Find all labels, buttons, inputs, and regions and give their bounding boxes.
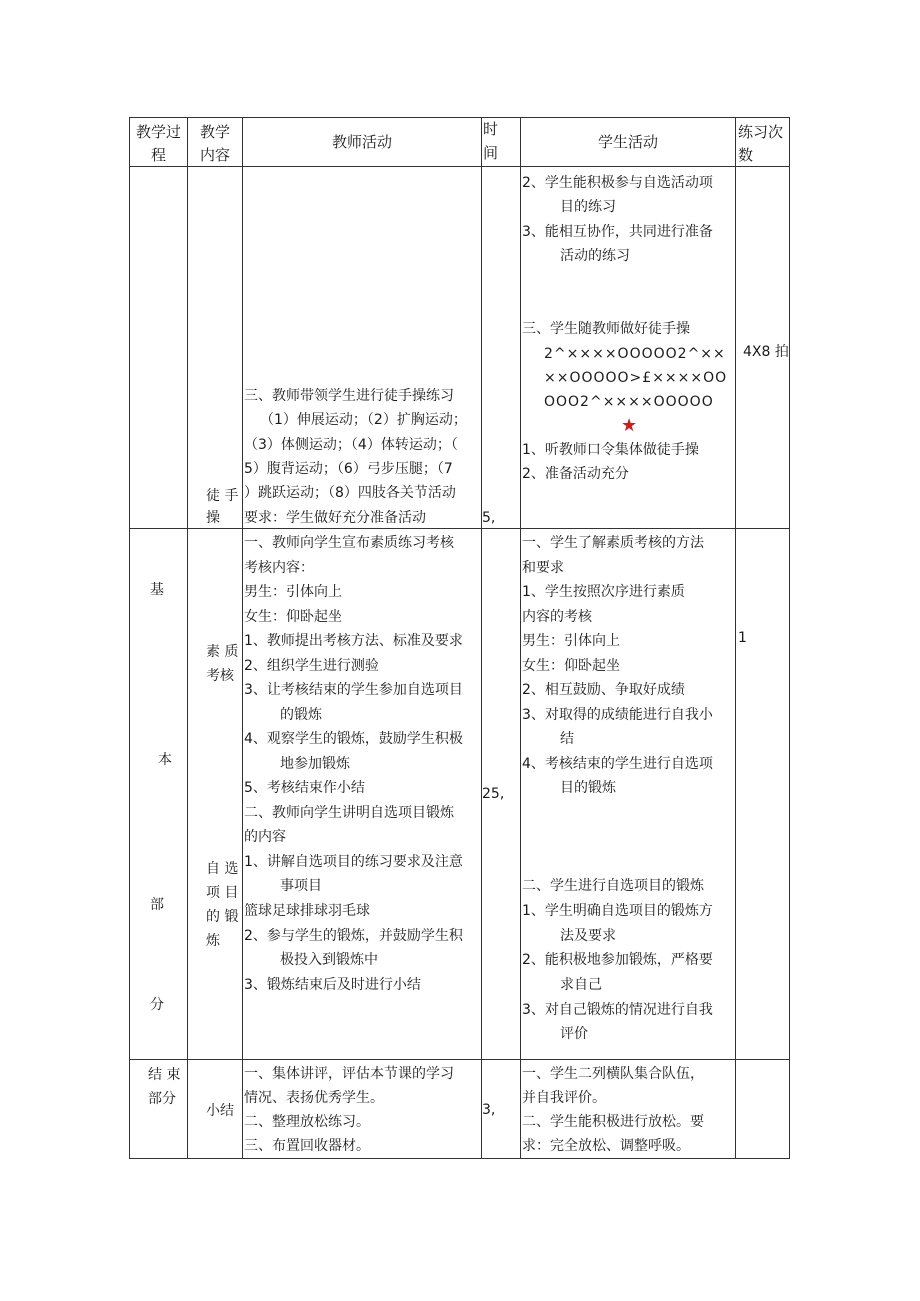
row2-student-line: 求自己	[560, 977, 602, 993]
row3-time: 3,	[482, 1102, 496, 1118]
header-teacher-activity: 教师活动	[331, 133, 392, 151]
row2-teacher-line: 地参加锻炼	[280, 756, 350, 772]
row1-student-line: 1、听教师口令集体做徒手操	[522, 442, 699, 458]
row2-student-line: 男生：引体向上	[522, 633, 620, 649]
row1-content-line1: 徒 手	[206, 488, 239, 504]
row2-teacher-line: 5、考核结束作小结	[244, 780, 365, 796]
row2-teacher-line: 篮球足球排球羽毛球	[244, 903, 370, 919]
row2-teacher-line: 1、教师提出考核方法、标准及要求	[244, 633, 463, 649]
row2-teacher-line: 男生：引体向上	[244, 584, 342, 600]
header-content-line2: 内容	[199, 146, 230, 164]
header-student-activity: 学生活动	[597, 133, 658, 151]
row2-student-line: 目的锻炼	[560, 780, 616, 796]
row1-teacher-line: （1）伸展运动；（2）扩胸运动；	[260, 412, 467, 428]
row2-student-line: 3、对取得的成绩能进行自我小	[522, 707, 713, 723]
row1-teacher-line: 要求：学生做好充分准备活动	[244, 510, 426, 526]
col-border-left	[129, 117, 130, 1159]
header-content-line1: 教学	[199, 123, 230, 141]
row2-teacher-line: 1、讲解自选项目的练习要求及注意	[244, 854, 463, 870]
row2-teacher-line: 3、让考核结束的学生参加自选项目	[244, 682, 463, 698]
row1-teacher-line: 三、教师带领学生进行徒手操练习	[244, 388, 454, 404]
header-process-line2: 程	[150, 146, 166, 164]
row3-teacher-line: 一、集体讲评，评估本节课的学习	[244, 1066, 454, 1082]
row2-content-b-line1: 自 选	[206, 861, 239, 877]
row2-teacher-line: 2、组织学生进行测验	[244, 658, 379, 674]
row3-student-line: 求：完全放松、调整呼吸。	[522, 1138, 690, 1154]
row2-time: 25,	[482, 786, 505, 802]
row2-student-line: 3、对自己锻炼的情况进行自我	[522, 1002, 713, 1018]
row3-teacher-line: 情况、表扬优秀学生。	[244, 1090, 384, 1106]
star-icon: ★	[621, 415, 638, 436]
row2-teacher-line: 3、锻炼结束后及时进行小结	[244, 977, 421, 993]
col-divider-2	[242, 117, 243, 1159]
row1-divider	[129, 528, 790, 529]
row2-student-line: 内容的考核	[522, 609, 592, 625]
row1-teacher-line: 5）腹背运动；（6）弓步压腿；（7	[244, 461, 453, 477]
row2-teacher-line: 事项目	[280, 878, 322, 894]
row1-student-line: 2^××××OOOOO2^××	[544, 346, 726, 362]
row2-student-line: 女生：仰卧起坐	[522, 658, 620, 674]
row1-teacher-line: ）跳跃运动；（8）四肢各关节活动	[244, 485, 456, 501]
row2-student-line: 评价	[560, 1026, 588, 1042]
row3-teacher-line: 二、整理放松练习。	[244, 1114, 370, 1130]
row2-student-line: 二、学生进行自选项目的锻炼	[522, 878, 704, 894]
row2-student-line: 1、学生按照次序进行素质	[522, 584, 685, 600]
row2-teacher-line: 考核内容：	[244, 560, 314, 576]
table-border-top	[129, 117, 790, 118]
row1-count: 4X8 拍	[743, 344, 789, 360]
row1-time: 5,	[482, 510, 496, 526]
row2-student-line: 和要求	[522, 560, 564, 576]
row3-student-line: 二、学生能积极进行放松。要	[522, 1114, 704, 1130]
row2-teacher-line: 一、教师向学生宣布素质练习考核	[244, 535, 454, 551]
row2-teacher-line: 2、参与学生的锻炼，并鼓励学生积	[244, 928, 463, 944]
col-divider-3	[481, 117, 482, 1159]
row2-student-line: 法及要求	[560, 928, 616, 944]
row2-student-line: 2、能积极地参加锻炼，严格要	[522, 952, 713, 968]
row3-process-line2: 部分	[148, 1091, 176, 1107]
col-divider-1	[187, 117, 188, 1159]
header-count-line2: 数	[738, 146, 754, 164]
row2-student-line: 1、学生明确自选项目的锻炼方	[522, 903, 713, 919]
row2-process-char: 分	[150, 997, 164, 1013]
row3-content: 小结	[206, 1103, 234, 1119]
row2-student-line: 一、学生了解素质考核的方法	[522, 535, 704, 551]
row2-content-b-line3: 的 锻	[206, 909, 239, 925]
row2-teacher-line: 4、观察学生的锻炼，鼓励学生积极	[244, 731, 463, 747]
header-time-line1: 时	[483, 120, 499, 138]
row2-content-a-line2: 考核	[206, 668, 234, 684]
col-border-right	[789, 117, 790, 1159]
table-border-bottom	[129, 1158, 790, 1159]
header-process-line1: 教学过	[135, 123, 181, 141]
row2-process-char: 基	[150, 582, 164, 598]
row1-student-line: ××OOOOO>£××××OO	[544, 370, 728, 386]
row2-process-char: 本	[158, 752, 172, 768]
header-count-line1: 练习次	[738, 123, 784, 141]
row1-student-line: OOO2^××××OOOOO	[544, 394, 714, 410]
row2-teacher-line: 的锻炼	[280, 707, 322, 723]
row1-student-line: 3、能相互协作，共同进行准备	[522, 224, 713, 240]
row1-teacher-line: （3）体侧运动；（4）体转运动；（	[244, 437, 458, 453]
row2-content-a-line1: 素 质	[206, 644, 239, 660]
row2-teacher-line: 的内容	[244, 829, 286, 845]
row1-student-line: 2、学生能积极参与自选活动项	[522, 175, 713, 191]
row1-student-line: 活动的练习	[560, 248, 630, 264]
row2-teacher-line: 女生：仰卧起坐	[244, 609, 342, 625]
row2-content-b-line2: 项 目	[206, 885, 239, 901]
col-divider-5	[735, 117, 736, 1159]
row3-student-line: 一、学生二列横队集合队伍，	[522, 1066, 704, 1082]
row2-student-line: 2、相互鼓励、争取好成绩	[522, 682, 685, 698]
row3-process-line1: 结 束	[148, 1067, 181, 1083]
header-time-line2: 间	[483, 144, 499, 162]
row2-count: 1	[738, 630, 747, 646]
row3-teacher-line: 三、布置回收器材。	[244, 1138, 370, 1154]
row2-content-b-line4: 炼	[206, 933, 220, 949]
row1-content-line2: 操	[206, 510, 220, 526]
row1-student-line: 目的练习	[560, 199, 616, 215]
row2-process-char: 部	[150, 897, 164, 913]
row2-student-line: 结	[560, 731, 574, 747]
col-divider-4	[520, 117, 521, 1159]
row2-student-line: 4、考核结束的学生进行自选项	[522, 756, 713, 772]
row3-student-line: 并自我评价。	[522, 1090, 606, 1106]
row2-teacher-line: 二、教师向学生讲明自选项目锻炼	[244, 805, 454, 821]
row2-divider	[129, 1059, 790, 1060]
row1-student-line: 2、准备活动充分	[522, 466, 629, 482]
row1-student-line: 三、学生随教师做好徒手操	[522, 321, 690, 337]
row2-teacher-line: 极投入到锻炼中	[280, 952, 378, 968]
